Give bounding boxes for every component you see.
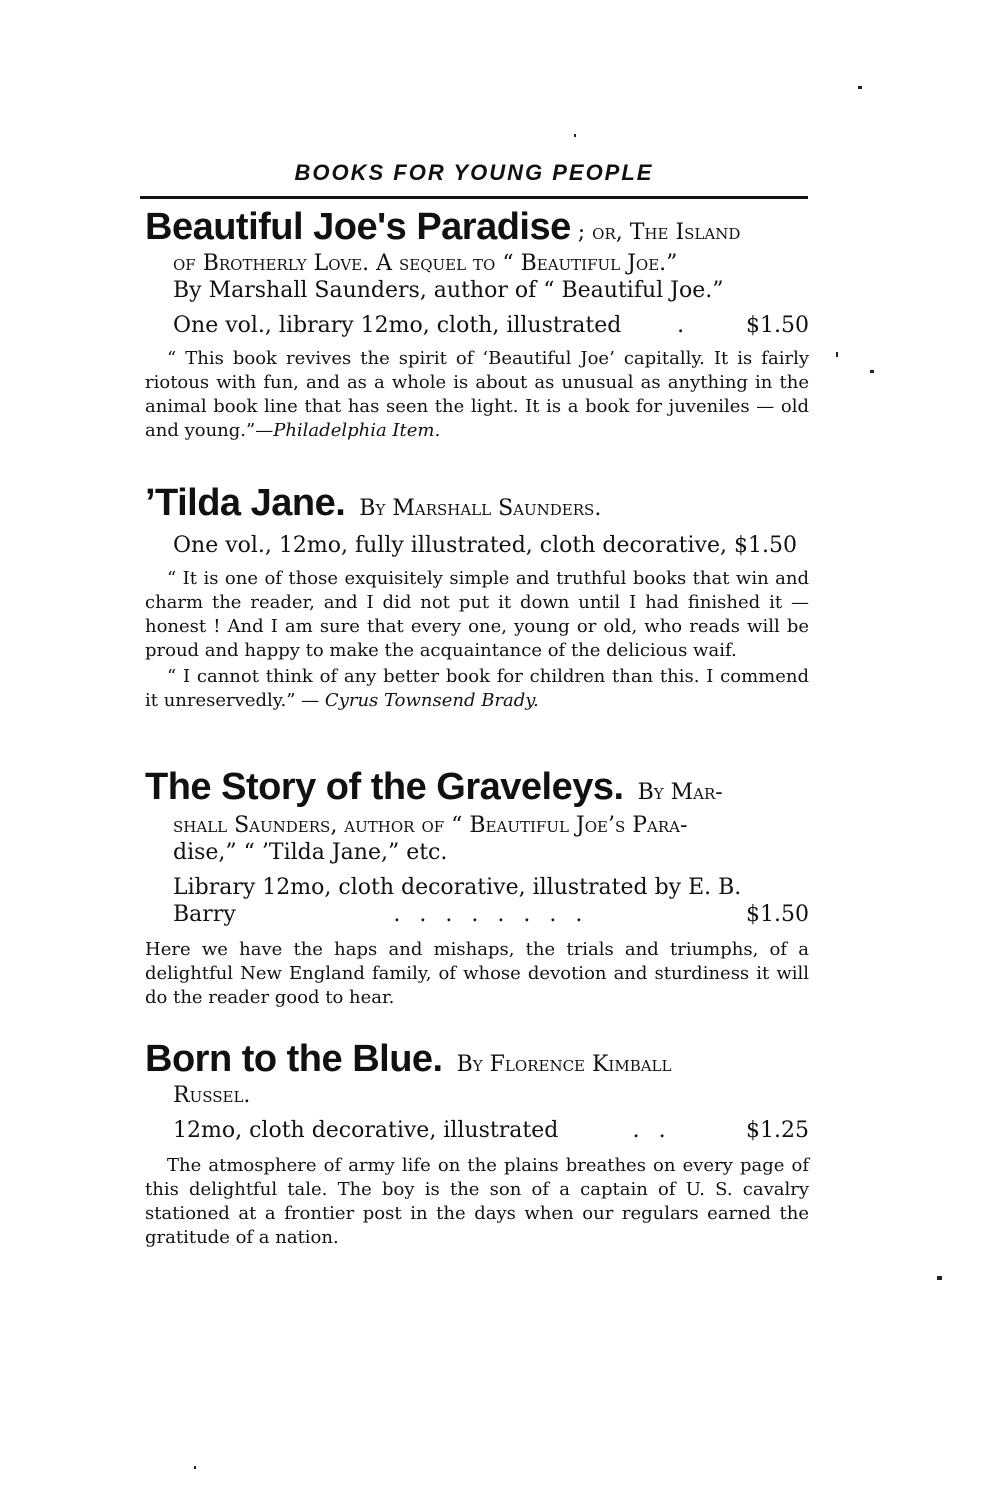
format-text: Library 12mo, cloth decorative, illustrated by E. B. [173, 875, 742, 900]
book-title: ’Tilda Jane. [145, 482, 346, 524]
subtitle-continued: of Brotherly Love. A sequel to “ Beautiful Joe.” [173, 251, 678, 276]
quote-attribution: Cyrus Townsend Brady. [324, 690, 539, 711]
entry-heading [145, 482, 809, 524]
format-price-row [145, 901, 809, 928]
format-text: One vol., library 12mo, cloth, illustrated [173, 313, 622, 338]
author-line: By Marshall Saunders, author of “ Beautiful Joe.” [173, 278, 724, 303]
format-text: 12mo, cloth decorative, illustrated [173, 1118, 559, 1143]
entry-heading [145, 766, 809, 808]
price: $1.50 [746, 902, 809, 927]
author-byline: By Florence Kimball [456, 1052, 672, 1077]
book-entry-born-to-the-blue [145, 1038, 809, 1250]
leader-dots: . . [632, 1118, 672, 1143]
scan-speck [870, 370, 874, 373]
review-quote-2 [145, 665, 809, 713]
scan-speck [836, 352, 838, 357]
review-quote: “ It is one of those exquisitely simple and truthful books that win and charm the reader, and I did not put it down until I had finished it — honest ! And I am sure that every one, young or old, who reads will be proud and happy to make the acquaintance of the delicious waif. [145, 568, 809, 661]
price: $1.25 [746, 1118, 809, 1143]
quote-text: “ I cannot think of any better book for children than this. I commend it unreservedly.” — [145, 666, 809, 711]
description: Here we have the haps and mishaps, the trials and triumphs, of a delightful New England family, of whose devotion and sturdiness it will do the reader good to hear. [145, 939, 809, 1008]
scan-speck [574, 134, 576, 137]
book-entry-tilda-jane [145, 482, 809, 713]
scan-speck [194, 1466, 196, 1469]
book-subtitle: ; or, The Island [570, 220, 741, 245]
author-line-continued: dise,” “ ’Tilda Jane,” etc. [173, 840, 448, 865]
leader-dots: . [677, 313, 691, 338]
header-rule [140, 196, 808, 199]
author-byline: By Marshall Saunders. [359, 496, 602, 521]
book-entry-beautiful-joes-paradise [145, 206, 809, 443]
running-head: BOOKS FOR YOUNG PEOPLE [294, 160, 654, 185]
book-title: The Story of the Graveleys. [145, 766, 624, 808]
format-price-row [145, 312, 809, 339]
author-byline: By Mar- [637, 780, 723, 805]
format-text-continued: Barry [173, 902, 236, 927]
price: $1.50 [746, 313, 809, 338]
description: The atmosphere of army life on the plains breathes on every page of this delightful tale. The boy is the son of a captain of U. S. cavalry stationed at a frontier post in the days when our regulars earned the gratitude of a nation. [145, 1155, 809, 1248]
entry-heading [145, 1038, 809, 1080]
book-title: Born to the Blue. [145, 1038, 443, 1080]
leader-dots: . . . . . . . . [393, 902, 589, 927]
quote-attribution: Philadelphia Item. [273, 420, 441, 441]
scan-speck [858, 86, 862, 89]
author-line-continued: Russel. [173, 1083, 251, 1108]
review-quote [145, 347, 809, 443]
format-price-row [145, 1117, 809, 1144]
author-line: shall Saunders, author of “ Beautiful Joe’s Para- [173, 813, 688, 838]
scan-speck [937, 1276, 942, 1280]
book-entry-story-of-the-graveleys [145, 766, 809, 1010]
entry-heading [145, 206, 809, 248]
quote-text: “ This book revives the spirit of ‘Beautiful Joe’ capitally. It is fairly riotous with fun, and as a whole is about as unusual as anything in the animal book line that has seen the light. It is a book for juveniles — old and young.”— [145, 348, 809, 441]
book-title: Beautiful Joe's Paradise [145, 206, 571, 248]
format-price-text: One vol., 12mo, fully illustrated, cloth decorative, $1.50 [173, 533, 797, 558]
